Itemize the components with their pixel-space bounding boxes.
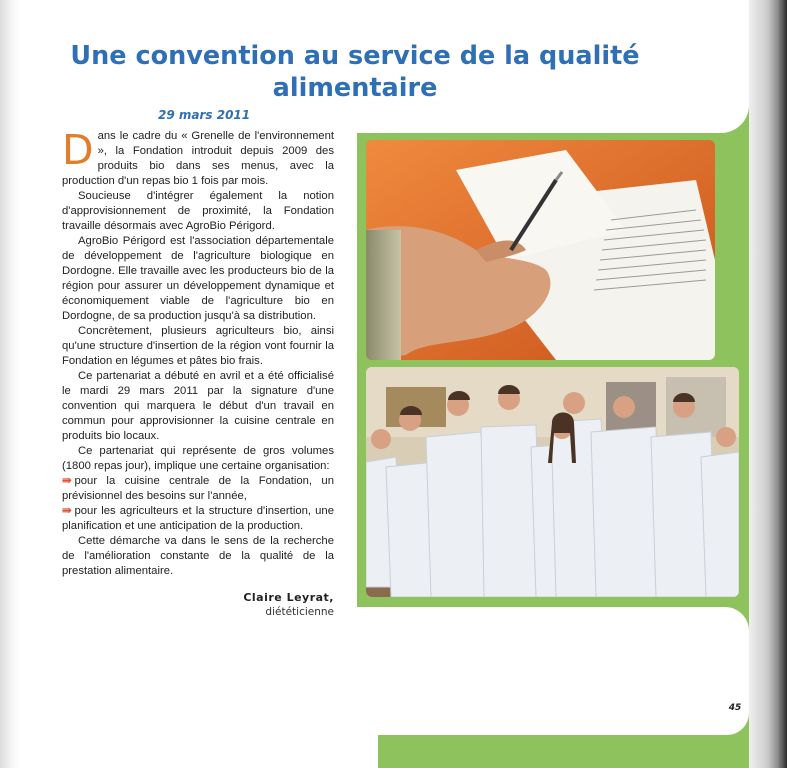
hand-signing-document-photo xyxy=(366,140,715,360)
author-name: Claire Leyrat, xyxy=(243,591,334,604)
article-paragraph: AgroBio Périgord est l'association départementale de développement de l'agriculture biologique en Dordogne. Elle travaille avec les producteurs bio de la région pour assurer un développement dynamique et économiquement viable de l'agriculture bio en Dordogne, de sa production jusqu'à sa distribution. xyxy=(62,235,334,322)
author-role: diététicienne xyxy=(265,606,334,618)
double-arrow-icon: ⇛ xyxy=(62,475,72,487)
page-number: 45 xyxy=(728,703,742,713)
page-edge-shadow xyxy=(749,0,787,768)
group-illustration xyxy=(366,367,739,597)
article-title: Une convention au service de la qualité alimentaire xyxy=(70,41,640,103)
double-arrow-icon: ⇛ xyxy=(62,505,72,517)
bullet-item: ⇛ pour les agriculteurs et la structure d'insertion, une planification et une anticipation de la production. xyxy=(62,505,334,532)
article-paragraph: Cette démarche va dans le sens de la recherche de l'amélioration constante de la qualité de la prestation alimentaire. xyxy=(62,535,334,577)
group-in-white-coveralls-photo xyxy=(366,367,739,597)
article-date: 29 mars 2011 xyxy=(158,108,251,122)
signature-block xyxy=(140,590,334,620)
bullet-item: ⇛ pour la cuisine centrale de la Fondation, un prévisionnel des besoins sur l'année, xyxy=(62,475,334,502)
signing-illustration xyxy=(366,140,715,360)
drop-cap: D xyxy=(62,126,94,174)
article-paragraph: Soucieuse d'intégrer également la notion d'approvisionnement de proximité, la Fondation travaille désormais avec AgroBio Périgord. xyxy=(62,190,334,232)
article-paragraph: Concrètement, plusieurs agriculteurs bio, ainsi qu'une structure d'insertion de la région vont fournir la Fondation en légumes et pâtes bio frais. xyxy=(62,325,334,367)
page-spine-shadow xyxy=(0,0,20,768)
article-paragraph: Ce partenariat qui représente de gros volumes (1800 repas jour), implique une certaine organisation: xyxy=(62,445,334,472)
article-body xyxy=(62,126,334,579)
footer-area-left xyxy=(20,700,378,768)
article-paragraph: Dans le cadre du « Grenelle de l'environnement », la Fondation introduit depuis 2009 des produits bio dans ses menus, avec la production d'un repas bio 1 fois par mois. xyxy=(62,126,334,187)
article-paragraph: Ce partenariat a débuté en avril et a été officialisé le mardi 29 mars 2011 par la signature d'une convention qui marquera le début d'un travail en commun pour approvisionner la cuisine centrale en produits bio locaux. xyxy=(62,370,334,442)
